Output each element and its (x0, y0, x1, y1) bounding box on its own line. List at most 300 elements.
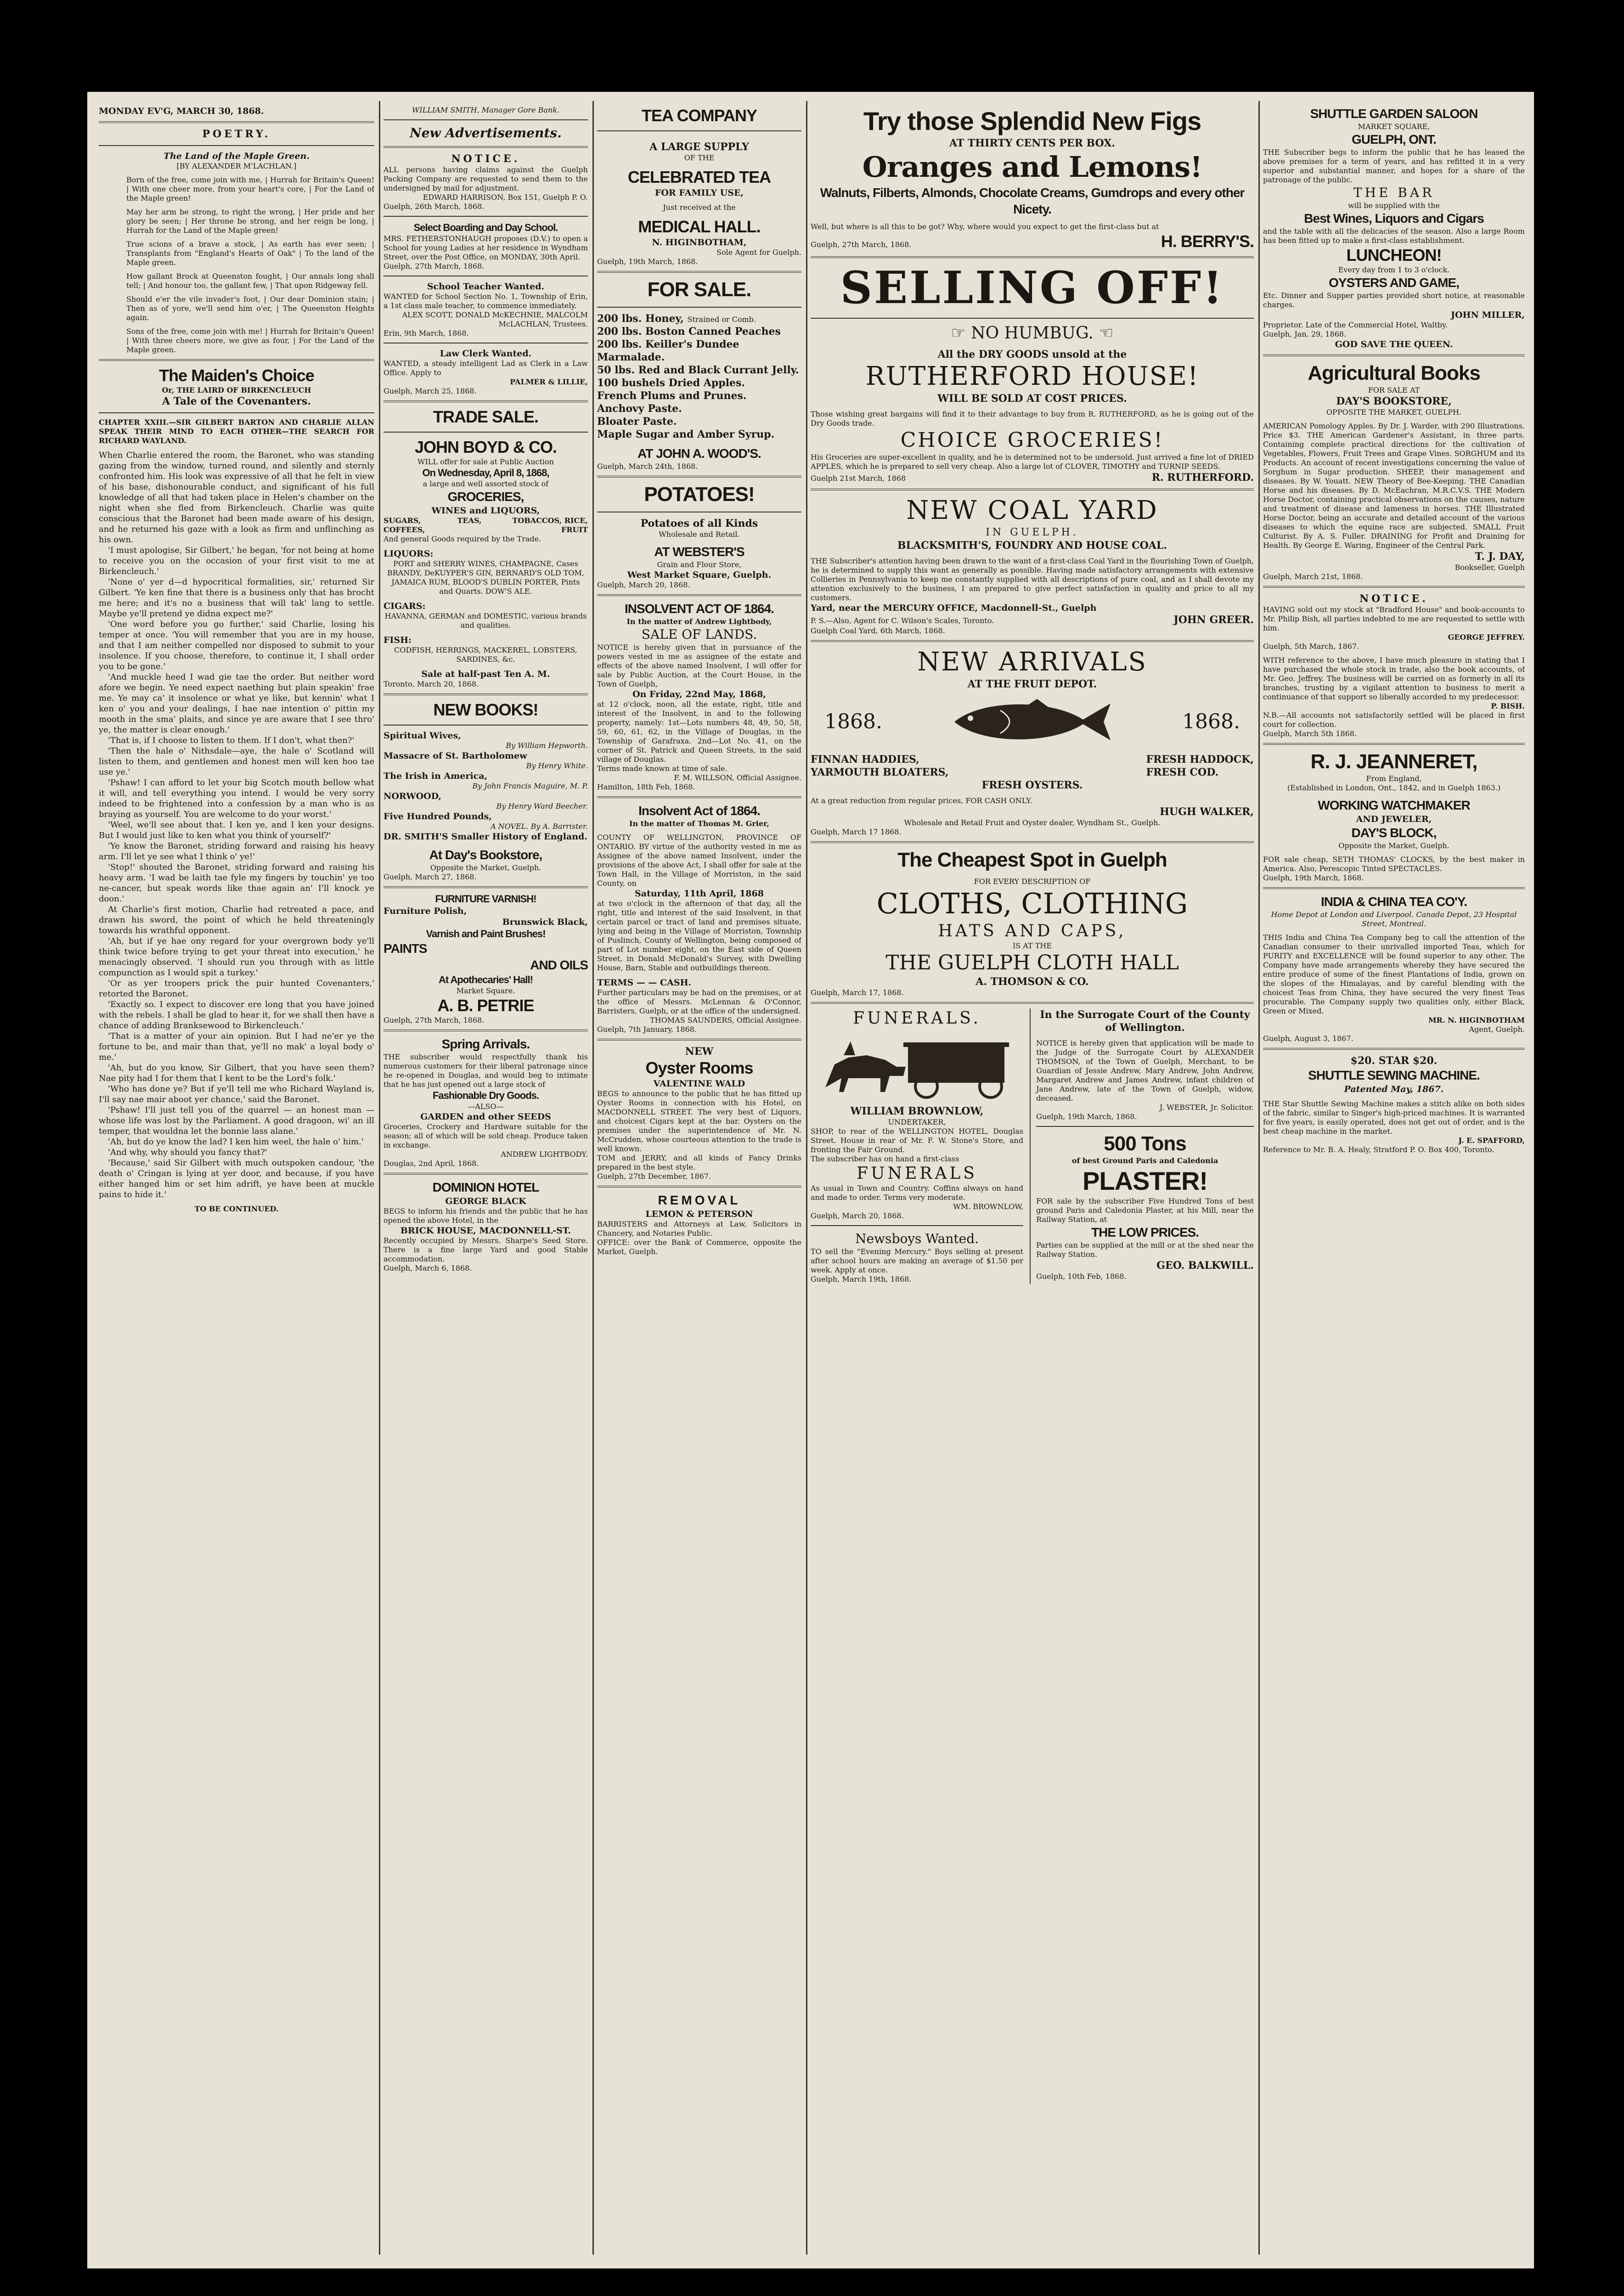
poem-stanza: May her arm be strong, to right the wrong, | Her pride and her glory be seen; | Her throne be strong, and her reign be long, | Hurrah for the Land of the Maple green! (126, 208, 374, 235)
higinbotham-date: Guelph, 19th March, 1868. (597, 257, 698, 266)
thomson: A. THOMSON & CO. (976, 976, 1089, 988)
poem-stanza: True scions of a brave a stock, | As earth has ever seen; | Transplants from "England's Hearts of Oak" | To the land of the Maple green. (126, 240, 374, 267)
fish-list: CODFISH, HERRINGS, MACKEREL, LOBSTERS, SARDINES, &c. (394, 646, 577, 664)
oyster-date: Guelph, 27th December, 1867. (597, 1172, 711, 1181)
agri-store: DAY'S BOOKSTORE, (1336, 395, 1452, 407)
product-line: Varnish and Paint Brushes! (426, 928, 546, 940)
webster-heading: AT WEBSTER'S (654, 545, 744, 559)
saloon-city: GUELPH, ONT. (1351, 132, 1436, 146)
tj-date: Guelph, March 21st, 1868. (1263, 572, 1363, 581)
newsboys-heading: Newsboys Wanted. (855, 1231, 979, 1246)
luncheon-time: Every day from 1 to 3 o'clock. (1338, 265, 1450, 274)
books-heading: NEW BOOKS! (433, 700, 538, 719)
table-body: and the table with all the delicacies of the season. Also a large Room has been fitted up to make a first-class establishment. (1263, 227, 1525, 245)
brownlow-body-3: As usual in Town and Country. Coffins always on hand and made to order. Terms very moderate. (811, 1184, 1024, 1202)
saloon-body: THE Subscriber begs to inform the public that he has leased the above premises for a term of years, and has refitted it in a very superior and substantial manner, and hopes for a share of the patronage of the public. (1263, 148, 1525, 184)
watchmaker-heading: WORKING WATCHMAKER (1318, 798, 1470, 812)
higinbotham-sub: Sole Agent for Guelph. (716, 248, 801, 257)
sewing-machine-heading: SHUTTLE SEWING MACHINE. (1308, 1068, 1480, 1082)
teacher-date: Erin, 9th March, 1868. (383, 329, 469, 338)
trade-sale-heading: TRADE SALE. (433, 407, 538, 426)
story-paragraph: 'Ah, but do ye know the lad? I ken him weel, the hale o' him.' (108, 1137, 364, 1147)
thomson-date: Guelph, March 17, 1868. (811, 988, 904, 997)
sale-item-text: 200 lbs. Honey, (597, 313, 684, 325)
sale-item: Maple Sugar and Amber Syrup. (597, 428, 775, 440)
groceries-heading: GROCERIES, (447, 490, 524, 504)
fish-item: FRESH HADDOCK, (1146, 754, 1254, 765)
sale-item: Bloater Paste. (597, 416, 677, 428)
story-paragraph: 'Or as yer troopers prick the puir hunted Covenanters,' retorted the Baronet. (99, 979, 374, 999)
brownlow-signature: WM. BROWNLOW, (953, 1202, 1024, 1211)
fashion-heading: Fashionable Dry Goods. (432, 1090, 539, 1101)
insolvent-act-heading-2: Insolvent Act of 1864. (638, 804, 760, 818)
no-humbug: ☞ NO HUMBUG. ☜ (951, 324, 1114, 343)
clerk-heading: Law Clerk Wanted. (440, 349, 532, 359)
story-paragraph: 'And why, why should you fancy that?' (108, 1148, 267, 1157)
sale-item: 200 lbs. Keiller's Dundee Marmalade. (597, 338, 739, 363)
lands-body: NOTICE is hereby given that in pursuance of the powers vested in me as assignee of the estate and effects of the above named Insolvent, I will offer for sale by Public Auction, at the Court House, in the Town of Guelph, (597, 643, 801, 688)
tea-large-supply: A LARGE SUPPLY (649, 141, 749, 153)
goods-list: TOBACCOS, RICE, FRUIT (512, 516, 588, 534)
petrie-name: A. B. PETRIE (437, 996, 534, 1015)
story-paragraph: 'That is a matter of your ain opinion. But I had ne'er ye the fortune to be, and mair than that, ye'll no mak' a loyal body o' me.' (99, 1031, 374, 1062)
tea-company-heading: TEA COMPANY (641, 106, 757, 125)
rutherford-body: Those wishing great bargains will find it to their advantage to buy from R. RUTHERFORD, as he is going out of the Dry Goods trade. (811, 410, 1254, 428)
wood-date: Guelph, March 24th, 1868. (597, 462, 698, 471)
fish-item: YARMOUTH BLOATERS, (811, 766, 949, 778)
fruit-depot: AT THE FRUIT DEPOT. (967, 678, 1097, 690)
hotel-body-2: Recently occupied by Messrs. Sharpe's Seed Store. There is a fine large Yard and good Stable accommodation. (383, 1236, 588, 1263)
story-paragraph: 'Ah, but if ye hae ony regard for your overgrown body ye'll think twice before trying to get your threat into execution,' he menacingly observed. 'I should run you through with as little compunction as I would spit a turkey.' (99, 936, 374, 978)
fish-banner (811, 691, 1254, 753)
webster-date: Guelph, March 20, 1868. (597, 580, 690, 589)
poem-stanza: How gallant Brock at Queenston fought, | Our annals long shall tell; | And honour too, the gallant few, | That upon Ridgeway fell. (126, 272, 374, 290)
sale-item: 50 lbs. Red and Black Currant Jelly. (597, 364, 799, 376)
miller-name: JOHN MILLER, (1451, 310, 1525, 320)
oranges-heading: Oranges and Lemons! (862, 150, 1202, 184)
oyster-drinks: TOM and JERRY, and all kinds of Fancy Drinks prepared in the best style. (597, 1154, 801, 1171)
india-date: Guelph, August 3, 1867. (1263, 1034, 1353, 1043)
jeanneret-established: (Established in London, Ont., 1842, and in Guelph 1863.) (1287, 783, 1501, 792)
tea-just-received: Just received at the (663, 203, 736, 212)
webster-location: West Market Square, Guelph. (627, 570, 772, 580)
poem-stanza: Should e'er the vile invader's foot, | Our dear Dominion stain; | Then as of yore, we'll send him o'er, | The Queenston Heights again. (126, 295, 374, 322)
jeanneret-body: FOR sale cheap, SETH THOMAS' CLOCKS, by the best maker in America. Also, Perescopic Tinted SPECTACLES. (1263, 855, 1525, 873)
plaster-heading: PLASTER! (1083, 1166, 1208, 1195)
teacher-body: WANTED for School Section No. 1, Township of Erin, a 1st class male teacher, to commence immediately. (383, 292, 588, 310)
for-sale-heading: FOR SALE. (647, 278, 751, 301)
oyster-body: BEGS to announce to the public that he has fitted up Oyster Rooms in connection with his Hotel, on MACDONNELL STREET. The very best of Liquors, and choicest Cigars kept at the bar. Oysters on the premises under the superintendence of Mr. N. McCrudden, whose courteous attention to the trade is well known. (597, 1089, 801, 1153)
masthead-note: WILLIAM SMITH, Manager Gore Bank. (412, 106, 560, 114)
surrogate-block (1030, 1008, 1254, 1284)
every-description: FOR EVERY DESCRIPTION OF (974, 877, 1091, 886)
bar-sub: will be supplied with the (1348, 201, 1440, 210)
india-depot: Home Depot at London and Liverpool. Canada Depot, 23 Hospital Street, Montreal. (1271, 910, 1517, 928)
walker-name: HUGH WALKER, (1160, 806, 1254, 818)
coal-date: Guelph Coal Yard, 6th March, 1868. (811, 626, 945, 635)
column-rule (1258, 101, 1260, 2255)
jeanneret-date: Guelph, 19th March, 1868. (1263, 873, 1364, 882)
auction-stock: a large and well assorted stock of (423, 479, 549, 488)
lemon-peterson: LEMON & PETERSON (645, 1209, 753, 1219)
walker-date: Guelph, March 17 1868. (811, 827, 902, 836)
book-title: Spiritual Wives, (383, 731, 461, 741)
dominion-hotel-heading: DOMINION HOTEL (432, 1180, 539, 1194)
bookstore-date: Guelph, March 27, 1868. (383, 872, 477, 881)
product-line: Brunswick Black, (502, 917, 588, 927)
agri-list: AMERICAN Pomology Apples. By Dr. J. Warder, with 290 Illustrations. Price $3. THE American Gardener's Assistant, in three parts. Containing complete practical directions for the cultivation of Vegetables, Flowers, Fruit Trees and Grape Vines. SORGHUM and its Products. An account of recent investigations concerning the value of Sorghum in Sugar production. SHEEP, their management and diseases. By W. Youatt. NEW Theory of Bee-Keeping. THE Canadian Horse and his diseases. By D. McEachran, M.R.C.V.S. THE Modern Horse Doctor, containing practical observations on the causes, nature and treatment of disease and lameness in horses. THE Illustrated Horse Doctor, being an accurate and detailed account of the various diseases to which the equine race are subjected. SMALL Fruit Culturist. By A. S. Fuller. DRAINING for Profit and Draining for Health. By George E. Waring, Engineer of the Central Park. (1263, 422, 1525, 550)
oysters-game: OYSTERS AND GAME, (1329, 276, 1459, 290)
bottom-row (811, 1008, 1254, 1284)
fish-item: FRESH COD. (1146, 766, 1219, 778)
plaster-body: FOR sale by the subscriber Five Hundred Tons of best ground Paris and Caledonia Plaster, at his Mill, near the Railway Station, at (1036, 1197, 1254, 1224)
sewing-body: THE Star Shuttle Sewing Machine makes a stitch alike on both sides of the fabric, similar to Singer's high-priced machines. It is warranted for five years, is easily operated, does not get out of order, and is the best cheap machine in the market. (1263, 1099, 1525, 1136)
story-paragraph: At Charlie's first motion, Charlie had retreated a pace, and drawn his sword, the point of which he held threateningly towards his wrathful opponent. (99, 905, 374, 935)
cloth-hall: THE GUELPH CLOTH HALL (885, 951, 1179, 974)
higinbotham: N. HIGINBOTHAM, (652, 237, 747, 248)
jeweler-heading: AND JEWELER, (1356, 814, 1432, 824)
jeanneret-heading: R. J. JEANNERET, (1310, 750, 1477, 773)
lemon-office: OFFICE: over the Bank of Commerce, opposite the Market, Guelph. (597, 1238, 801, 1256)
india-agent-sub: Agent, Guelph. (1469, 1025, 1525, 1034)
spring-signature: ANDREW LIGHTBODY. (501, 1150, 588, 1159)
balkwill-date: Guelph, 10th Feb, 1868. (1036, 1272, 1127, 1281)
bish-date: Guelph, March 5th 1868. (1263, 729, 1357, 738)
days-block: DAY'S BLOCK, (1351, 826, 1437, 840)
hotel-address: BRICK HOUSE, MACDONNELL-ST. (400, 1226, 571, 1236)
book-title: DR. SMITH'S Smaller History of England. (383, 832, 587, 842)
notice2-heading: NOTICE. (1359, 593, 1428, 605)
poem-author: [BY ALEXANDER M'LACHLAN.] (176, 162, 297, 170)
lands-date-2: Hamilton, 18th Feb, 1868. (597, 782, 695, 791)
story-byline: Or, THE LAIRD OF BIRKENCLEUCH (162, 386, 311, 394)
product-line: AND OILS (530, 958, 588, 972)
clerk-signature: PALMER & LILLIE, (510, 377, 588, 386)
book-author: A NOVEL. By A. Barrister. (491, 822, 588, 831)
spring-heading: Spring Arrivals. (441, 1037, 530, 1051)
choice-groceries: CHOICE GROCERIES! (900, 428, 1164, 452)
rutherford-house: RUTHERFORD HOUSE! (865, 361, 1199, 391)
school-date: Guelph, 27th March, 1868. (383, 262, 485, 270)
poetry-heading: POETRY. (202, 128, 271, 140)
column-rule (806, 101, 807, 2255)
jeffrey-name: GEORGE JEFFREY. (1448, 633, 1525, 642)
market-square: Market Square. (456, 986, 515, 995)
spring-date: Douglas, 2nd April, 1868. (383, 1159, 479, 1168)
brownlow-date: Guelph, March 20, 1868. (811, 1211, 904, 1220)
india-body: THIS India and China Tea Company beg to call the attention of the Canadian consumer to their unrivalled imported Teas, which for PURITY and EXCELLENCE will be found superior to any other. The Company have made arrangements whereby they have secured the entire produce of some of the finest Plantations of India, grown on the slopes of the Himalayas, and by careful blending with the choicest Teas from China, they have secured the very finest Teas procurable. The Company supply two qualities only, either Black, Green or Mixed. (1263, 933, 1525, 1015)
petrie-date: Guelph, 27th March, 1868. (383, 1016, 485, 1024)
sale-item: French Plums and Prunes. (597, 390, 747, 402)
insolvent-act-heading: INSOLVENT ACT OF 1864. (625, 602, 774, 616)
book-title: Five Hundred Pounds, (383, 811, 492, 822)
goods-list: SUGARS, TEAS, COFFEES, (383, 516, 482, 534)
spafford-sub: Reference to Mr. B. A. Healy, Stratford P. O. Box 400, Toronto. (1263, 1145, 1494, 1154)
coal-types: BLACKSMITH'S, FOUNDRY AND HOUSE COAL. (897, 540, 1167, 551)
story-subtitle: A Tale of the Covenanters. (162, 395, 311, 407)
apothecaries-hall: At Apothecaries' Hall! (439, 974, 533, 985)
dateline: MONDAY EV'G, MARCH 30, 1868. (99, 106, 264, 116)
bar-heading: THE BAR (1353, 185, 1435, 200)
rutherford-date: Guelph 21st March, 1868 (811, 474, 906, 483)
sale-item: 200 lbs. Boston Canned Peaches (597, 326, 781, 338)
sale-time: Sale at half-past Ten A. M. (421, 669, 550, 679)
goods-note: And general Goods required by the Trade. (383, 535, 541, 543)
column-2 (383, 106, 588, 2250)
chapter-heading: CHAPTER XXIII.—SIR GILBERT BARTON AND CHARLIE ALLAN SPEAK THEIR MIND TO EACH OTHER—THE SEARCH FOR RICHARD WAYLAND. (99, 418, 374, 445)
book-title: NORWOOD, (383, 791, 442, 801)
potatoes-kinds: Potatoes of all Kinds (640, 518, 758, 529)
reduction-note: At a great reduction from regular prices, FOR CASH ONLY. (811, 796, 1032, 805)
medical-hall: MEDICAL HALL. (638, 217, 761, 236)
new-label: NEW (685, 1046, 714, 1058)
spring-body-2: Groceries, Crockery and Hardware suitable for the season; all of which will be sold cheap. Produce taken in exchange. (383, 1122, 588, 1149)
story-paragraph: 'Who has done ye? But if ye'll tell me who Richard Wayland is, I'll say nae mair aboot yer chance,' said the Baronet. (99, 1084, 374, 1104)
fish-icon (945, 691, 1120, 753)
hotel-body: BEGS to inform his friends and the public that he has opened the above Hotel, in the (383, 1207, 588, 1225)
book-author: By William Hepworth. (506, 741, 588, 750)
surrogate-signature: J. WEBSTER, Jr. Solicitor. (1159, 1103, 1254, 1112)
miller-date: Guelph, Jan. 29, 1868. (1263, 330, 1347, 338)
coal-in-guelph: IN GUELPH. (986, 527, 1079, 538)
is-at: IS AT THE (1012, 941, 1052, 950)
year-right: 1868. (1182, 710, 1240, 733)
year-left: 1868. (824, 710, 882, 733)
insolvent-signature: THOMAS SAUNDERS, Official Assignee. (650, 1016, 801, 1024)
lands-terms: Terms made known at time of sale. (597, 764, 727, 773)
new-arrivals-heading: NEW ARRIVALS (917, 647, 1147, 677)
sewing-prices: $20. STAR $20. (1350, 1055, 1438, 1067)
story-paragraph: 'One word before you go further,' said Charlie, losing his temper at once. 'You will remember that you are in my house, and that I am neither compelled nor disposed to submit to your insolence. If you choose, therefore, to continue it, I shall order you to be gone.' (99, 619, 374, 671)
garden-heading: GARDEN and other SEEDS (420, 1112, 551, 1122)
tons-heading: 500 Tons (1104, 1132, 1186, 1155)
cigars-heading: CIGARS: (383, 601, 426, 611)
notice-date: Guelph, 26th March, 1868. (383, 202, 485, 211)
surrogate-date: Guelph, 19th March, 1868. (1036, 1112, 1137, 1121)
lemon-body: BARRISTERS and Attorneys at Law, Solicitors in Chancery, and Notaries Public. (597, 1220, 801, 1238)
fish-item: FRESH OYSTERS. (981, 779, 1083, 791)
berry-date: Guelph, 27th March, 1868. (811, 240, 912, 249)
story-paragraph: 'Ah, but do you know, Sir Gilbert, that you have seen them? Nae pity had I for them that I kent to be the Lord's folk.' (99, 1063, 374, 1083)
oyster-proprietor: VALENTINE WALD (653, 1079, 745, 1089)
story-paragraph: 'And muckle heed I wad gie tae the order. But neither word afore we begin. Ye need expect naething but plain speakin' frae me. Ye may ca' it insolence or what ye like, but kennin' what I ken o' you and your dealings, I hae nae intention o' pittin my mooth in the sma' plaits, and since ye are aware that I see thro' ye, the matter is clear enough.' (99, 672, 374, 735)
column-rule (592, 101, 594, 2255)
hotel-date: Guelph, March 6, 1868. (383, 1264, 472, 1272)
teacher-signature: ALEX SCOTT, DONALD McKECHNIE, MALCOLM McLACHLAN, Trustees. (402, 310, 588, 328)
wines-heading: WINES and LIQUORS, (431, 506, 540, 516)
lands-body-2: at 12 o'clock, noon, all the estate, right, title and interest of the Insolvent, in and to the following property, namely: 1st—Lots numbers 48, 49, 50, 58, 59, 60, 61, 62, in the Village of Douglas, in the Township of Garafraxa. 2nd—Lot No. 41, on the corner of St. Patrick and Queen Streets, in the said village of Douglas. (597, 700, 801, 764)
bish-name: P. BISH. (1491, 702, 1525, 710)
wood-store: AT JOHN A. WOOD'S. (637, 446, 761, 461)
story-paragraph: 'Then the hale o' Nithsdale—aye, the hale o' Scotland will listen to them, and gentlemen and honest men will ken hoo tae use ye.' (99, 746, 374, 777)
oyster-rooms-heading: Oyster Rooms (645, 1058, 753, 1077)
poem-stanza: Sons of the free, come join with me! | Hurrah for Britain's Queen! | With three cheers more, we give as four, | For the Land of the Maple green. (126, 327, 374, 354)
story-paragraph: When Charlie entered the room, the Baronet, who was standing gazing from the window, turned round, and silently and sternly confronted him. His look was expressive of all that he felt in view of his base, dishonourable conduct, and significant of his full knowledge of all that had taken place in Helen's chamber on the night when she fled from Birkencleuch. Charlie was quite conscious that the Baronet had been made aware of his design, and he returned his gaze with a look as firm and unflinching as his own. (99, 450, 374, 545)
spafford-name: J. E. SPAFFORD, (1458, 1136, 1525, 1145)
funerals-block (811, 1008, 1023, 1284)
story-title: The Maiden's Choice (159, 366, 314, 385)
god-save-queen: GOD SAVE THE QUEEN. (1335, 339, 1453, 349)
story-paragraph: 'Exactly so. I expect to discover ere long that you have joined with the rebels. I shall be glad to hear it, for we shall then have a chance of adding Branksewood to Birkencleuch.' (99, 1000, 374, 1030)
sale-date: Toronto, March 20, 1868. (383, 680, 479, 688)
to-be-continued: TO BE CONTINUED. (194, 1204, 279, 1213)
insolvent-date-2: Guelph, 7th January, 1868. (597, 1025, 697, 1034)
miller-sub: Proprietor. Late of the Commercial Hotel, Waltby. (1263, 321, 1448, 329)
coal-ps: P. S.—Also, Agent for C. Wilson's Scales, Toronto. (811, 616, 994, 625)
insolvent-date: Saturday, 11th April, 1868 (635, 889, 764, 899)
pointing-hand-icon: ☜ (1093, 324, 1114, 343)
hearse-icon (811, 1032, 1023, 1101)
sale-item: Anchovy Paste. (597, 403, 682, 415)
jeffrey-date: Guelph, 5th March, 1867. (1263, 642, 1359, 651)
cloths-heading: CLOTHS, CLOTHING (876, 887, 1188, 920)
tj-day: T. J. DAY, (1475, 551, 1525, 563)
column-3 (597, 106, 801, 2250)
story-paragraph: 'Weel, we'll see about that. I ken ye, and I ken your designs. But I would just like to ken what you think of yourself?' (99, 820, 374, 840)
selling-off-heading: SELLING OFF! (840, 262, 1224, 314)
webster-sub: Grain and Flour Store, (657, 560, 742, 569)
berry-note: Well, but where is all this to be got? Why, where would you expect to get the first-class but at (811, 222, 1159, 231)
patented: Patented May, 1867. (1344, 1084, 1444, 1094)
cigars-list: HAVANNA, GERMAN and DOMESTIC, various brands and qualities. (384, 612, 587, 630)
undertaker-label: UNDERTAKER, (888, 1118, 946, 1126)
dry-goods-line: All the DRY GOODS unsold at the (937, 349, 1127, 360)
clerk-body: WANTED, a steady intelligent Lad as Clerk in a Law Office. Apply to (383, 359, 588, 377)
brownlow-body: SHOP, to rear of the WELLINGTON HOTEL, Douglas Street. House in rear of Mr. F. W. Stone's Store, and fronting the Fair Ground. (811, 1127, 1024, 1154)
story-paragraph: 'Pshaw! I'll just tell you of the quarrel — an honest man — whose life was lost by the Parliament. A good dragoon, wi' an ill temper, that wouldna let the bonnie lass alane.' (99, 1105, 374, 1136)
lands-date: On Friday, 22nd May, 1868, (632, 689, 766, 699)
plaster-note: Parties can be supplied at the mill or at the shed near the Railway Station. (1036, 1241, 1254, 1259)
agri-location: OPPOSITE THE MARKET, GUELPH. (1326, 408, 1462, 416)
notice-body: ALL persons having claims against the Guelph Packing Company are requested to send them to the undersigned by mail for adjustment. (383, 165, 588, 192)
sale-of-lands: SALE OF LANDS. (641, 627, 757, 642)
story-paragraph: 'Pshaw! I can afford to let your big Scotch mouth bellow what it will, and tell everything you intend. I would be very sorry indeed to be frightened into a confession by a man who is as braying as yourself. You are welcome to do your worst.' (99, 778, 374, 819)
celebrated-tea: CELEBRATED TEA (627, 168, 771, 186)
insolvent-body: COUNTY OF WELLINGTON, PROVINCE OF ONTARIO. BY virtue of the authority vested in me as Assignee of the above named Insolvent, under the provisions of the above Act, I shall offer for sale at the Town Hall, in the Village of Morriston, in the said County, on (597, 833, 801, 888)
india-agent: MR. N. HIGINBOTHAM (1428, 1016, 1525, 1024)
teacher-heading: School Teacher Wanted. (427, 281, 545, 292)
brownlow-body-2: The subscriber has on hand a first-class (811, 1154, 959, 1163)
newspaper-page (87, 92, 1534, 2268)
rutherford-body-2: His Groceries are super-excellent in quality, and he is determined not to be undersold. Just arrived a fine lot of DRIED APPLES, which he is prepared to sell very cheap. Also a large lot of CLOVER, TIMOTHY and TURNIP SEEDS. (811, 453, 1254, 471)
school-heading: Select Boarding and Day School. (413, 222, 558, 233)
newsboys-body: TO sell the "Evening Mercury." Boys selling at present after school hours are making an average of $1.50 per week. Apply at once. (811, 1247, 1024, 1274)
game-body: Etc. Dinner and Supper parties provided short notice, at reasonable charges. (1263, 291, 1525, 309)
pointing-hand-icon: ☞ (951, 324, 971, 343)
product-line: Furniture Polish, (383, 906, 467, 916)
tea-family-use: FOR FAMILY USE, (654, 188, 744, 198)
funerals-heading: FUNERALS. (853, 1009, 981, 1028)
terms-cash: TERMS — — CASH. (597, 978, 692, 988)
clerk-date: Guelph, March 25, 1868. (383, 387, 477, 395)
bookstore-name: At Day's Bookstore, (429, 848, 542, 862)
coal-yard-location: Yard, near the MERCURY OFFICE, Macdonnell-St., Guelph (811, 603, 1097, 613)
coal-signature: JOHN GREER. (1173, 614, 1254, 626)
book-author: By John Francis Maguire, M. P. (472, 782, 588, 790)
notice-heading: NOTICE. (451, 153, 520, 165)
saloon-market: MARKET SQUARE, (1358, 122, 1430, 131)
story-paragraph: 'Ye know the Baronet, striding forward and raising his heavy arm. I'll let ye see what I think o' ye!' (99, 841, 374, 861)
varnish-heading: FURNITURE VARNISH! (435, 893, 536, 905)
bookstore-location: Opposite the Market, Guelph. (430, 863, 541, 872)
tea-of-the: OF THE (684, 153, 715, 162)
book-author: By Henry White. (526, 761, 588, 770)
india-tea-heading: INDIA & CHINA TEA CO'Y. (1320, 895, 1467, 909)
brownlow-name: WILLIAM BROWNLOW, (850, 1105, 984, 1117)
surrogate-heading: In the Surrogate Court of the County of Wellington. (1040, 1009, 1250, 1034)
column-rule (379, 101, 380, 2255)
funerals-heading-2: FUNERALS (857, 1164, 977, 1183)
notice2-body: HAVING sold out my stock at "Bradford House" and book-accounts to Mr. Philip Bish, all parties indebted to me are requested to settle with him. (1263, 605, 1525, 632)
jeanneret-from: From England, (1366, 774, 1422, 783)
fish-item: FINNAN HADDIES, (811, 754, 919, 765)
book-title: Massacre of St. Bartholomew (383, 751, 527, 761)
walker-sub: Wholesale and Retail Fruit and Oyster dealer, Wyndham St., Guelph. (904, 818, 1161, 827)
spring-body: THE subscriber would respectfully thank his numerous customers for their liberal patronage since he re-opened in Douglas, and would beg to intimate that he has just opened out a large stock of (383, 1052, 588, 1089)
luncheon-heading: LUNCHEON! (1346, 246, 1442, 264)
insolvent-matter: In the matter of Andrew Lightbody, (626, 617, 772, 626)
coal-yard-heading: NEW COAL YARD (906, 495, 1158, 525)
fish-heading: FISH: (383, 635, 412, 645)
column-5 (1263, 106, 1525, 2250)
figs-heading: Try those Splendid New Figs (863, 107, 1201, 135)
also-label: —ALSO— (468, 1102, 504, 1111)
tons-sub: of best Ground Paris and Caledonia (1071, 1156, 1218, 1165)
balkwill-name: GEO. BALKWILL. (1156, 1260, 1254, 1272)
notice-signature: EDWARD HARRISON, Box 151, Guelph P. O. (423, 193, 588, 202)
figs-price: AT THIRTY CENTS PER BOX. (949, 137, 1116, 149)
removal-heading: REMOVAL (658, 1193, 741, 1207)
coal-body: THE Subscriber's attention having been drawn to the want of a first-class Coal Yard in the flourishing Town of Guelph, he is determined to supply this want as generally as possible. Having made satisfactory arrangements with extensive Collieries in Pennsylvania to keep me constantly supplied with all descriptions of pure coal, and as I shall devote my attention exclusively to the business, I am prepared to give perfect satisfaction in quality and price to all my customers. (811, 557, 1254, 602)
newsboys-date: Guelph, March 19th, 1868. (811, 1275, 912, 1283)
product-line: PAINTS (383, 941, 427, 956)
walnuts-line: Walnuts, Filberts, Almonds, Chocolate Creams, Gumdrops and every other Nicety. (820, 186, 1245, 216)
best-wines: Best Wines, Liquors and Cigars (1304, 211, 1484, 225)
hats-caps: HATS AND CAPS, (938, 922, 1127, 940)
potatoes-heading: POTATOES! (644, 483, 755, 506)
low-prices: THE LOW PRICES. (1091, 1225, 1199, 1239)
agricultural-books-heading: Agricultural Books (1308, 362, 1480, 384)
sale-item: 100 bushels Dried Apples. (597, 377, 745, 389)
bish-nb: N.B.—All accounts not satisfactorily settled will be placed in first court for collection. (1263, 711, 1525, 729)
story-paragraph: 'Stop!' shouted the Baronet, striding forward and raising his heavy arm. 'I wad be laith tae fyle my fingers by touchin' ye too ne-cancer, but speak words like thae again an' I'll knock ye doon.' (99, 862, 374, 904)
story-paragraph: 'Because,' said Sir Gilbert with much outspoken candour, 'the death o' Cringan is lying at yer door, and because, if you have either hanged him or set him adrift, ye have been at muckle pains to hide it.' (99, 1158, 374, 1199)
potatoes-wholesale: Wholesale and Retail. (659, 530, 740, 539)
column-1 (99, 106, 374, 2250)
column-4 (811, 106, 1254, 2250)
berry-name: H. BERRY'S. (1161, 232, 1254, 251)
jeanneret-location: Opposite the Market, Guelph. (1338, 841, 1449, 850)
surrogate-body: NOTICE is hereby given that application will be made to the Judge of the Surrogate Court by ALEXANDER THOMSON, of the Town of Guelph, Merchant, to be Guardian of Jessie Andrew, Mary Andrew, John Andrew, Margaret Andrew and James Andrew, infant children of Jane Andrew, late of the Town of Guelph, widow, deceased. (1036, 1039, 1254, 1103)
cost-prices: WILL BE SOLD AT COST PRICES. (937, 393, 1127, 405)
insolvent-matter-2: In the matter of Thomas M. Grier, (629, 819, 769, 828)
auction-date: On Wednesday, April 8, 1868, (422, 467, 549, 478)
sale-item: 200 lbs. Honey, Strained or Comb. (597, 313, 756, 325)
liquors-heading: LIQUORS: (383, 549, 434, 559)
tj-sub: Bookseller, Guelph (1455, 563, 1525, 572)
saloon-heading: SHUTTLE GARDEN SALOON (1310, 107, 1478, 121)
insolvent-body-3: Further particulars may be had on the premises, or at the office of Messrs. McLennan & O'Connor, Barristers, Guelph, or at the office of the undersigned. (597, 988, 801, 1015)
lands-signature: F. M. WILLSON, Official Assignee. (674, 773, 801, 782)
liquors-list: PORT and SHERRY WINES, CHAMPAGNE, Cases BRANDY, DeKUYPER'S GIN, BERNARD'S OLD TOM, JAMAICA RUM, BLOOD'S DUBLIN PORTER, Pints and Quarts. DOW'S ALE. (387, 559, 585, 596)
notice2-body-2: WITH reference to the above, I have much pleasure in stating that I have purchased the whole stock in trade, also the book accounts, of Mr. Geo. Jeffrey. The business will be carried on as formerly in all its branches, trusting by a vigilant attention to business to merit a continuance of that support so liberally accorded to my predecessor. (1263, 656, 1525, 701)
story-paragraph: 'I must apologise, Sir Gilbert,' he began, 'for not being at home to receive you on the occasion of your first visit to me at Birkencleuch.' (99, 546, 374, 576)
story-paragraph: 'None o' yer d—d hypocritical formalities, sir,' returned Sir Gilbert. 'Ye ken fine that there is a business only that has brocht me here; and it's no a business that will tak' lang to settle. Maybe ye'll pretend ye didna expect me?' (99, 577, 374, 619)
book-title: The Irish in America, (383, 771, 488, 781)
agri-for-sale: FOR SALE AT (1368, 386, 1420, 394)
school-body: MRS. FETHERSTONHAUGH proposes (D.V.) to open a School for young Ladies at her residence in Wyndham Street, over the Post Office, on MONDAY, 30th April. (383, 234, 588, 261)
book-author: By Henry Ward Beecher. (496, 802, 588, 810)
